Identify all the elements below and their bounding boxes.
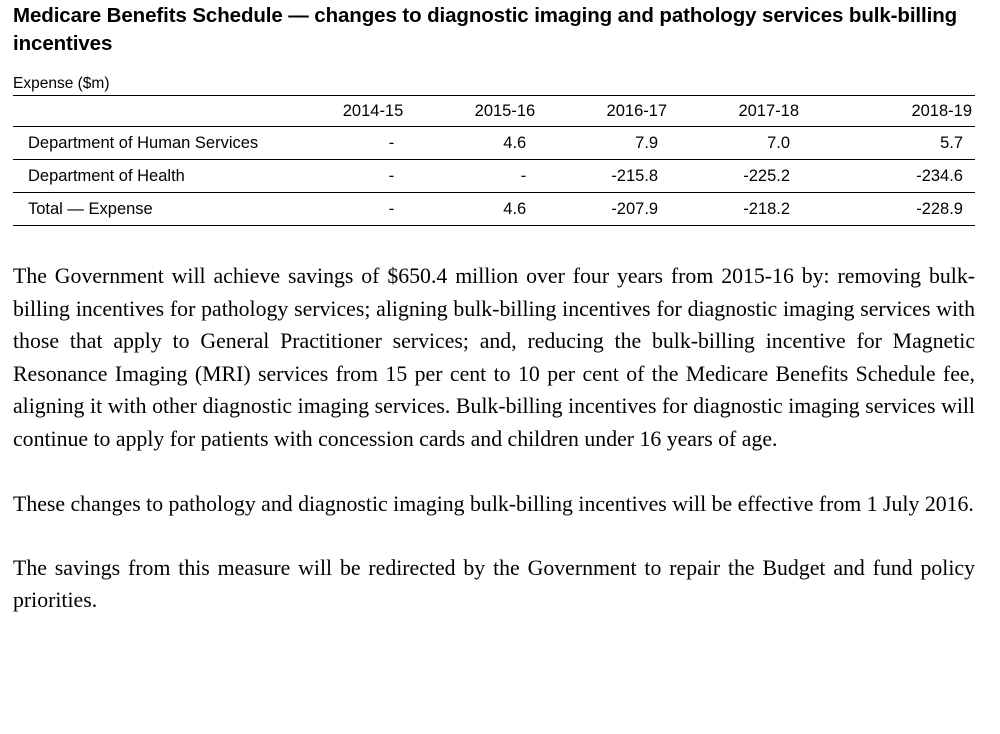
row-label: Department of Human Services [28,133,259,152]
expense-table [13,96,975,226]
measure-title: Medicare Benefits Schedule — changes to diagnostic imaging and pathology services bulk-billing incentives [13,4,958,55]
table-row [13,160,975,193]
table-cell: -215.8 [611,166,659,185]
table-cell: - [388,133,395,152]
table-cell: -234.6 [916,166,963,185]
table-header-row [13,96,975,127]
table-cell: 7.9 [635,133,659,152]
year-header-2014-15: 2014-15 [342,101,404,120]
body-paragraph: The Government will achieve savings of $650.4 million over four years from 2015-16 by: removing bulk-billing incentives for pathology services; aligning bulk-billing incentives for diagnostic imaging services with those that apply to General Practitioner services; and, reducing the bulk-billing incentive for Magnetic Resonance Imaging (MRI) services from 15 per cent to 10 per cent of the Medicare Benefits Schedule fee, aligning it with other diagnostic imaging services. Bulk-billing incentives for diagnostic imaging services will continue to apply for patients with concession cards and children under 16 years of age. [13,264,975,451]
table-cell: 5.7 [940,133,963,152]
table-cell: 4.6 [503,199,527,218]
table-caption: Expense ($m) [13,75,975,96]
body-paragraph: The savings from this measure will be redirected by the Government to repair the Budget and fund policy priorities. [13,555,975,612]
year-header-2017-18: 2017-18 [738,101,800,120]
table-cell: -218.2 [743,199,791,218]
table-cell: 4.6 [503,133,527,152]
table-cell: - [388,166,395,185]
body-paragraph: These changes to pathology and diagnostic imaging bulk-billing incentives will be effective from 1 July 2016. [13,492,974,516]
year-header-2015-16: 2015-16 [474,101,536,120]
table-cell: - [388,199,395,218]
table-cell: -225.2 [743,166,791,185]
header-label-cell [13,96,315,127]
row-label: Department of Health [28,166,185,185]
table-row-total [13,193,975,226]
year-header-2018-19: 2018-19 [911,101,972,120]
table-cell: -228.9 [916,199,963,218]
document-page [13,0,975,617]
table-row [13,127,975,160]
table-cell: -207.9 [611,199,659,218]
table-cell: 7.0 [767,133,791,152]
row-label: Total — Expense [28,199,153,218]
table-cell: - [520,166,527,185]
year-header-2016-17: 2016-17 [606,101,668,120]
